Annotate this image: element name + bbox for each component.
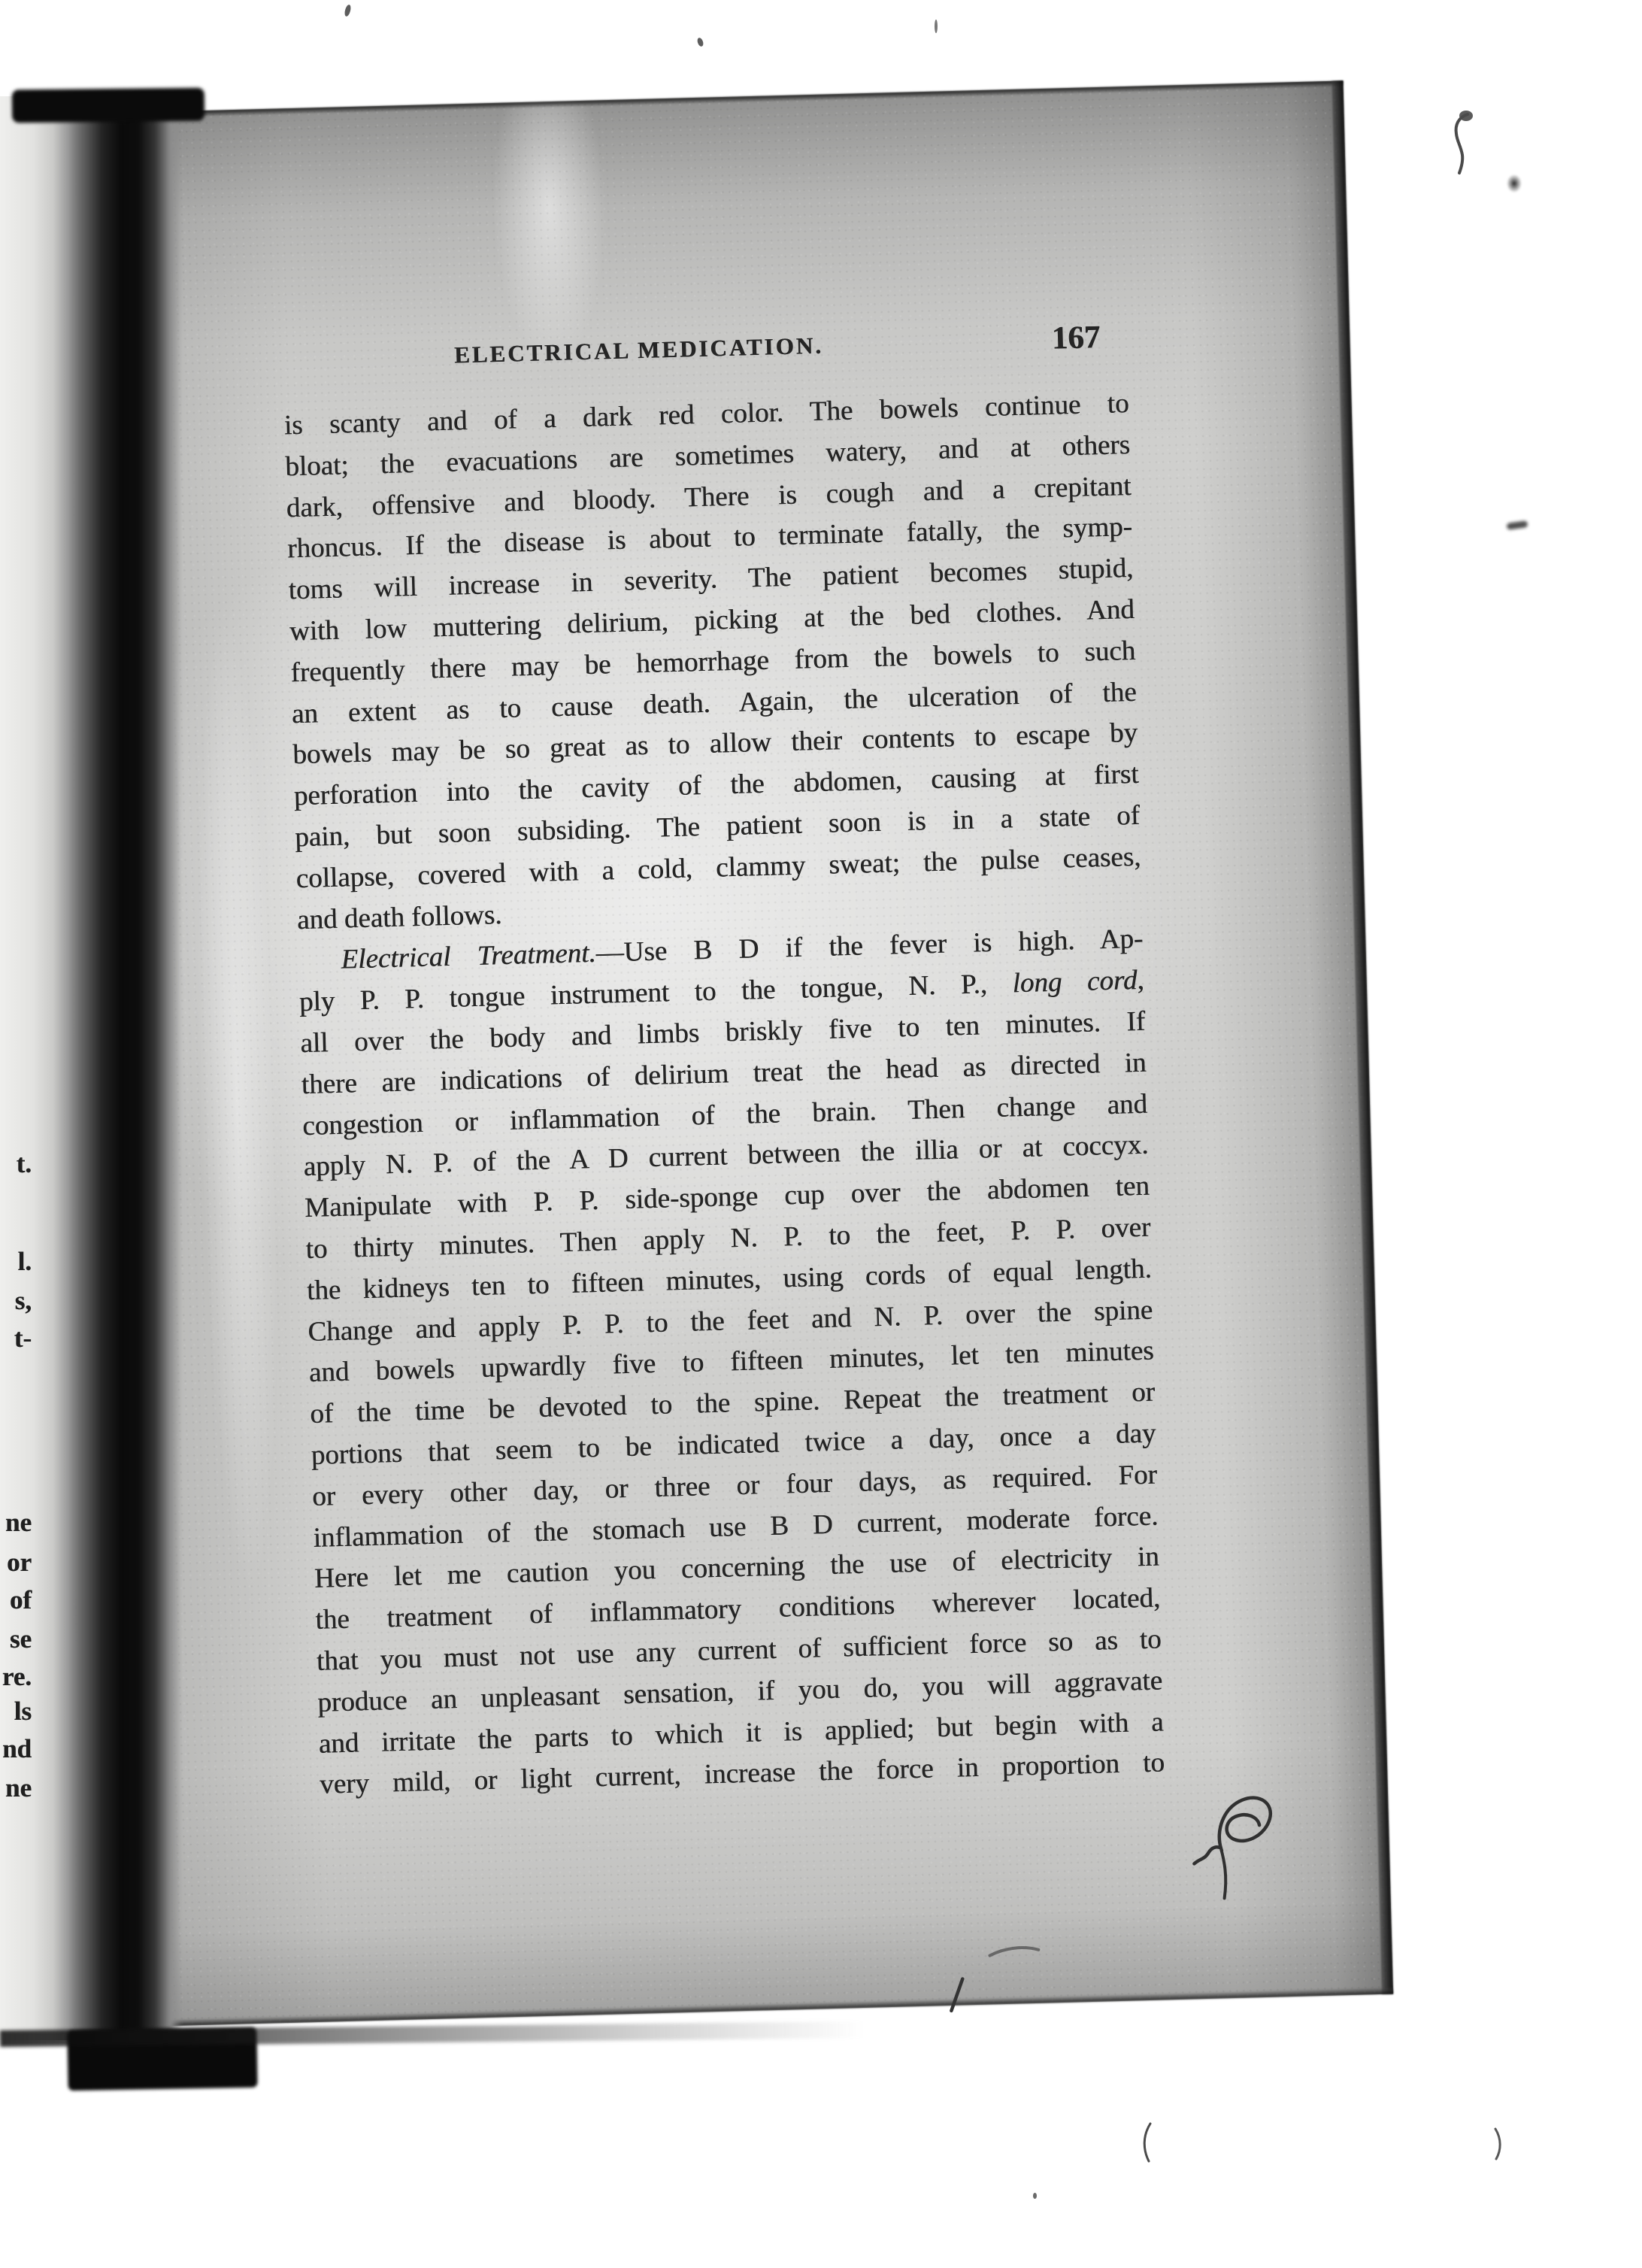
text-line: or every other day, or three or four days, as required. For: [311, 1459, 1158, 1512]
facing-fragment: re.: [2, 1662, 32, 1691]
text-line: of the time be devoted to the spine. Repeat the treatment or: [309, 1376, 1156, 1430]
text-line: inflammation of the stomach use B D current, moderate force.: [313, 1500, 1159, 1554]
scanned-page: [17, 80, 1393, 2028]
text-line: Change and apply P. P. to the feet and N. P. over the spine: [307, 1294, 1153, 1348]
dash-mark: [1507, 520, 1528, 530]
text-line: produce an unpleasant sensation, if you do, you will aggravate: [317, 1665, 1163, 1718]
text-line: and death follows.: [296, 899, 502, 935]
facing-fragment: ne: [5, 1773, 32, 1803]
text-line: that you must not use any current of sufficient force so as to: [316, 1624, 1162, 1677]
facing-fragment: nd: [2, 1734, 32, 1763]
text-line: all over the body and limbs briskly five to ten minutes. If: [299, 1005, 1146, 1060]
text-line: the treatment of inflammatory conditions wherever located,: [314, 1582, 1161, 1636]
text-line: toms will increase in severity. The patient becomes stupid,: [288, 553, 1134, 606]
page-right-edge: [1331, 80, 1393, 1994]
text-line: collapse, covered with a cold, clammy sweat; the pulse ceases,: [295, 841, 1141, 894]
facing-fragment: t-: [14, 1324, 32, 1353]
text-line: bloat; the evacuations are sometimes watery, and at others: [284, 429, 1131, 483]
text-line: portions that seem to be indicated twice a day, once a day: [311, 1418, 1156, 1471]
text-line: Electrical Treatment.—Use B D if the fever is high. Ap-: [340, 923, 1144, 976]
text-line: and irritate the parts to which it is applied; but begin with a: [318, 1706, 1164, 1760]
text-line: Here let me caution you concerning the use of electricity in: [314, 1541, 1160, 1595]
hair-mark: [1445, 107, 1481, 176]
smudge-mark: [1507, 174, 1522, 193]
text-line: pain, but soon subsiding. The patient soon is in a state of: [294, 799, 1141, 854]
text-line: is scanty and of a dark red color. The bowels continue to: [283, 388, 1130, 441]
ink-speck: [344, 4, 352, 17]
facing-fragment: l.: [17, 1247, 32, 1276]
text-line: ply P. P. tongue instrument to the tongue, N. P., long cord,: [298, 964, 1145, 1018]
text-block: [283, 384, 1165, 1806]
ink-speck: [696, 37, 704, 47]
running-title: ELECTRICAL MEDICATION.: [453, 332, 824, 368]
text-line: dark, offensive and bloody. There is cough and a crepitant: [286, 470, 1132, 523]
gutter-top-smear: [12, 88, 204, 123]
text-line: very mild, or light current, increase the force in proportion to: [319, 1747, 1165, 1801]
text-line: an extent as to cause death. Again, the ulceration of the: [291, 676, 1138, 729]
facing-fragment: s,: [14, 1286, 32, 1315]
paren-mark: [1137, 2119, 1155, 2166]
page-top-edge: [20, 80, 1344, 121]
text-line: apply N. P. of the A D current between the illia or at coccyx.: [303, 1129, 1149, 1183]
facing-fragment: ls: [14, 1696, 32, 1726]
text-line: Manipulate with P. P. side-sponge cup over the abdomen ten: [304, 1170, 1150, 1224]
facing-fragment: t.: [16, 1149, 32, 1178]
text-line: and bowels upwardly five to fifteen minutes, let ten minutes: [308, 1335, 1155, 1389]
facing-fragment: ne: [5, 1508, 32, 1537]
text-line: there are indications of delirium treat the head as directed in: [301, 1047, 1147, 1100]
text-line: bowels may be so great as to allow their contents to escape by: [292, 717, 1138, 771]
ink-speck: [1033, 2193, 1037, 2199]
facing-fragment: of: [9, 1585, 32, 1615]
ink-speck: [935, 20, 938, 33]
text-line: frequently there may be hemorrhage from the bowels to such: [289, 635, 1136, 689]
text-line: perforation into the cavity of the abdomen, causing at first: [293, 759, 1139, 812]
paren-mark: [1492, 2125, 1507, 2163]
page-header: [282, 319, 1128, 391]
text-line: with low muttering delirium, picking at the bed clothes. And: [289, 593, 1135, 647]
book-gutter: [65, 93, 182, 2039]
text-line: congestion or inflammation of the brain. Then change and: [301, 1088, 1148, 1142]
facing-page-edge: [0, 96, 74, 2040]
pen-marks: [933, 1930, 1108, 2018]
facing-fragment: or: [6, 1548, 32, 1577]
page-number: 167: [1051, 319, 1101, 356]
facing-fragment: se: [9, 1624, 32, 1654]
thread-artifact: [1184, 1775, 1300, 1906]
text-line: rhoncus. If the disease is about to terminate fatally, the symp-: [286, 511, 1133, 565]
text-line: the kidneys ten to fifteen minutes, using cords of equal length.: [306, 1253, 1153, 1306]
text-line: to thirty minutes. Then apply N. P. to the feet, P. P. over: [305, 1211, 1151, 1265]
